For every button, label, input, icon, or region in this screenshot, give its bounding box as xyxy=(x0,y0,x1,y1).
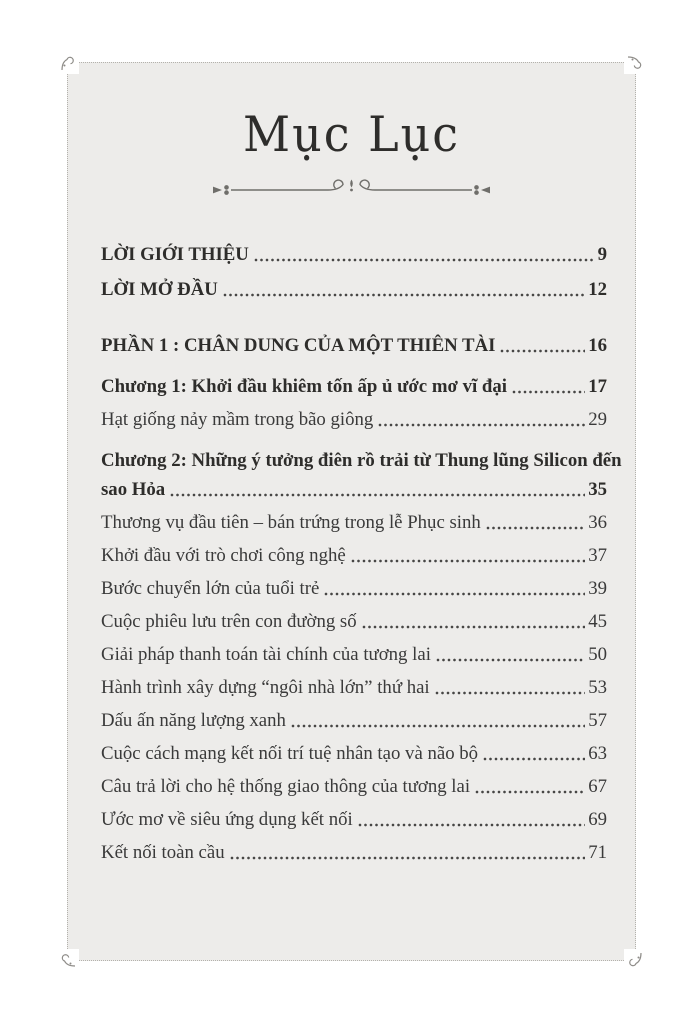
dotted-leader xyxy=(378,423,585,427)
toc-page-number: 36 xyxy=(588,512,607,533)
toc-page-number: 53 xyxy=(588,677,607,698)
toc-list xyxy=(68,245,635,863)
toc-page-number: 63 xyxy=(588,743,607,764)
toc-entry-label: Câu trả lời cho hệ thống giao thông của tương lai xyxy=(101,776,471,797)
toc-entry-label: Chương 1: Khởi đầu khiêm tốn ấp ủ ước mơ vĩ đại xyxy=(101,376,507,397)
toc-row xyxy=(101,843,607,863)
toc-row xyxy=(101,579,607,599)
dotted-leader xyxy=(291,724,585,728)
toc-page-number: 67 xyxy=(588,776,607,797)
toc-entry-label: Ước mơ về siêu ứng dụng kết nối xyxy=(101,809,353,830)
toc-entry-label: LỜI GIỚI THIỆU xyxy=(101,244,249,265)
toc-page-number: 9 xyxy=(597,244,607,265)
toc-page-number: 37 xyxy=(588,545,607,566)
toc-page-number: 35 xyxy=(588,479,607,500)
toc-row xyxy=(101,810,607,830)
dotted-leader xyxy=(254,258,595,262)
toc-row xyxy=(101,280,607,300)
toc-page-number: 71 xyxy=(588,842,607,863)
toc-entry-label: Hạt giống nảy mầm trong bão giông xyxy=(101,409,374,430)
corner-flourish-icon xyxy=(624,52,646,74)
dotted-leader xyxy=(362,625,586,629)
toc-entry-label: Kết nối toàn cầu xyxy=(101,842,225,863)
toc-page-number: 39 xyxy=(588,578,607,599)
page-title: Mục Lục xyxy=(242,105,461,163)
corner-flourish-icon xyxy=(57,52,79,74)
dotted-leader xyxy=(435,691,586,695)
toc-page-number: 69 xyxy=(588,809,607,830)
toc-entry-label: Giải pháp thanh toán tài chính của tương lai xyxy=(101,644,431,665)
toc-entry-label: Chương 2: Những ý tưởng điên rồ trải từ Thung lũng Silicon đến xyxy=(101,450,622,471)
toc-row xyxy=(101,612,607,632)
corner-flourish-icon xyxy=(624,949,646,971)
dotted-leader xyxy=(475,790,585,794)
dotted-leader xyxy=(324,592,585,596)
toc-page-number: 57 xyxy=(588,710,607,731)
toc-entry-label: Bước chuyển lớn của tuổi trẻ xyxy=(101,578,320,599)
toc-entry-label: Khởi đầu với trò chơi công nghệ xyxy=(101,545,346,566)
toc-entry-label: sao Hỏa xyxy=(101,479,166,500)
toc-row xyxy=(101,777,607,797)
toc-page-number: 45 xyxy=(588,611,607,632)
toc-row xyxy=(101,744,607,764)
content-panel xyxy=(67,62,636,961)
dotted-leader xyxy=(223,293,585,297)
dotted-leader xyxy=(486,526,585,530)
toc-row xyxy=(101,377,607,397)
toc-row xyxy=(101,410,607,430)
corner-flourish-icon xyxy=(57,949,79,971)
toc-page-number: 16 xyxy=(588,335,607,356)
dotted-leader xyxy=(170,493,585,497)
toc-entry-label: PHẦN 1 : CHÂN DUNG CỦA MỘT THIÊN TÀI xyxy=(101,335,496,356)
toc-row xyxy=(101,546,607,566)
toc-row xyxy=(101,678,607,698)
toc-page-number: 17 xyxy=(588,376,607,397)
dotted-leader xyxy=(358,823,586,827)
toc-entry-label: Cuộc phiêu lưu trên con đường số xyxy=(101,611,357,632)
toc-row xyxy=(101,711,607,731)
dotted-leader xyxy=(483,757,585,761)
toc-entry-label: LỜI MỞ ĐẦU xyxy=(101,279,218,300)
toc-row xyxy=(101,645,607,665)
divider-ornament-icon xyxy=(209,175,494,203)
toc-row xyxy=(101,450,622,471)
dotted-leader xyxy=(351,559,586,563)
toc-page-number: 50 xyxy=(588,644,607,665)
toc-page-number: 29 xyxy=(588,409,607,430)
toc-row xyxy=(101,336,607,356)
toc-entry-label: Hành trình xây dựng “ngôi nhà lớn” thứ hai xyxy=(101,677,430,698)
dotted-leader xyxy=(436,658,585,662)
dotted-leader xyxy=(500,349,585,353)
toc-row xyxy=(101,245,607,265)
toc-entry-label: Thương vụ đầu tiên – bán trứng trong lễ Phục sinh xyxy=(101,512,481,533)
toc-entry-label: Cuộc cách mạng kết nối trí tuệ nhân tạo và não bộ xyxy=(101,743,479,764)
toc-entry-label: Dấu ấn năng lượng xanh xyxy=(101,710,286,731)
toc-row xyxy=(101,513,607,533)
dotted-leader xyxy=(230,856,586,860)
toc-page-number: 12 xyxy=(588,279,607,300)
dotted-leader xyxy=(512,390,585,394)
toc-row xyxy=(101,480,607,500)
